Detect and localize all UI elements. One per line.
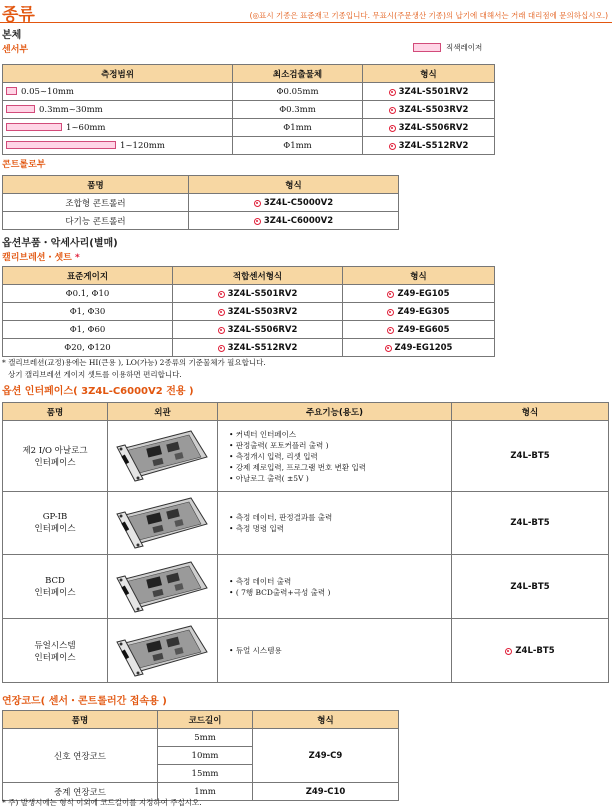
functions-cell: [218, 555, 452, 619]
stock-mark-icon: [218, 309, 225, 316]
length-cell: 1mm: [158, 783, 253, 801]
stock-mark-icon: [387, 291, 394, 298]
range-cell: [3, 119, 233, 137]
function-item: • 커넥터 인터페이스: [229, 429, 448, 440]
relay-cable-name: 중계 연장코드: [3, 783, 158, 801]
min-object-cell: Φ0.3mm: [233, 101, 363, 119]
calib-note-2: 상기 캘리브레션 게이지 셋트를 이용하면 편리합니다.: [8, 370, 182, 379]
function-item: • ( 7행 BCD출력+극성 출력 ): [229, 587, 448, 598]
calib-heading-text: 캘리브레션・셋트: [2, 253, 72, 263]
functions-cell: [218, 492, 452, 555]
title-divider: [0, 22, 612, 23]
sensor-cell: [173, 303, 343, 321]
model-cell: [189, 194, 399, 212]
model-text: Z49-EG1205: [394, 342, 453, 353]
function-item: • 측정 데이터, 판정결과를 출력: [229, 512, 448, 523]
min-object-cell: Φ1mm: [233, 137, 363, 155]
model-text: 3Z4L-C5000V2: [263, 197, 334, 208]
interface-board-image: [113, 558, 213, 616]
name-line-1: 듀얼시스템: [34, 640, 76, 651]
range-bar: [6, 87, 17, 95]
header-model: 형식: [363, 65, 495, 83]
laser-legend-label: 직색레이저: [446, 43, 483, 52]
signal-cable-model: [253, 729, 399, 783]
header-range: 측정범위: [3, 65, 233, 83]
gauge-cell: Φ1, Φ60: [3, 321, 173, 339]
function-list: [221, 645, 448, 656]
range-cell: [3, 101, 233, 119]
model-text: Z49-C9: [308, 750, 343, 761]
sensor-heading: 센서부: [2, 45, 29, 55]
stock-mark-icon: [218, 327, 225, 334]
sensor-text: 3Z4L-S512RV2: [227, 342, 298, 353]
function-list: [221, 429, 448, 484]
interface-heading: 옵션 인터페이스( 3Z4L-C6000V2 전용 ): [2, 386, 194, 397]
model-text: Z4L-BT5: [510, 451, 550, 461]
stock-mark-icon: [254, 218, 261, 225]
name-cell: 조합형 콘트롤러: [3, 194, 189, 212]
model-text: Z49-EG305: [397, 306, 450, 317]
controller-heading: 콘트롤로부: [2, 160, 46, 170]
function-item: • 판정출력( 포토커플러 출력 ): [229, 440, 448, 451]
name-cell: [3, 492, 108, 555]
name-line-1: 제2 I/O 아날로그: [22, 446, 88, 456]
model-cell: [452, 619, 609, 683]
stock-mark-icon: [389, 125, 396, 132]
header-sensor: 적합센서형식: [173, 267, 343, 285]
header-model: 형식: [343, 267, 495, 285]
main-body-heading: 본체: [2, 30, 22, 41]
stock-mark-icon: [387, 327, 394, 334]
model-text: 3Z4L-S512RV2: [398, 140, 469, 151]
name-line-2: 인터페이스: [34, 524, 76, 534]
sensor-cell: [173, 285, 343, 303]
stock-mark-icon: [389, 107, 396, 114]
stock-mark-icon: [218, 345, 225, 352]
model-cell: [452, 555, 609, 619]
table-row: [3, 285, 495, 303]
table-row: [3, 421, 609, 492]
table-row: [3, 555, 609, 619]
cable-footnote: * 주) 발생시에는 형식 이외에 코드길이를 지정하여 주십시오.: [2, 798, 202, 807]
stock-mark-icon: [387, 309, 394, 316]
range-text: 1~60mm: [66, 122, 106, 133]
model-cell: [189, 212, 399, 230]
appearance-cell: [108, 555, 218, 619]
header-min-object: 최소검출물체: [233, 65, 363, 83]
name-cell: 다기능 콘트롤러: [3, 212, 189, 230]
model-text: Z49-C10: [305, 786, 346, 797]
min-object-cell: Φ1mm: [233, 119, 363, 137]
header-name: 품명: [3, 711, 158, 729]
interface-board-image: [113, 494, 213, 552]
stock-mark-icon: [505, 648, 512, 655]
model-cell: [452, 492, 609, 555]
function-item: • 강제 제로입력, 프로그램 번호 변환 입력: [229, 462, 448, 473]
model-text: Z4L-BT5: [510, 518, 550, 528]
table-row: [3, 619, 609, 683]
header-gauge: 표준게이지: [3, 267, 173, 285]
calib-heading: [2, 250, 80, 263]
table-row: [3, 303, 495, 321]
model-cell: [452, 421, 609, 492]
appearance-cell: [108, 421, 218, 492]
sensor-text: 3Z4L-S503RV2: [227, 306, 298, 317]
stock-note: (◎표시 기종은 표준재고 기종입니다. 무표시(주문생산 기종)의 납기에 대해서는 거래 대리점에 문의하십시오.): [249, 11, 608, 20]
model-cell: [343, 339, 495, 357]
range-cell: [3, 137, 233, 155]
sensor-cell: [173, 339, 343, 357]
header-appearance: 외관: [108, 403, 218, 421]
range-text: 0.05~10mm: [21, 86, 74, 97]
model-text: 3Z4L-C6000V2: [263, 215, 334, 226]
header-functions: 주요기능(용도): [218, 403, 452, 421]
table-row: [3, 83, 495, 101]
model-cell: [363, 119, 495, 137]
header-name: 품명: [3, 176, 189, 194]
length-cell: 15mm: [158, 765, 253, 783]
model-text: Z49-EG105: [397, 288, 450, 299]
table-row: [3, 137, 495, 155]
stock-mark-icon: [389, 143, 396, 150]
signal-cable-name: 신호 연장코드: [3, 729, 158, 783]
range-bar: [6, 105, 35, 113]
function-item: • 측정 데이터 출력: [229, 576, 448, 587]
range-bar: [6, 123, 62, 131]
table-row: [3, 339, 495, 357]
stock-mark-icon: [218, 291, 225, 298]
header-name: 품명: [3, 403, 108, 421]
table-row: [3, 321, 495, 339]
calibration-table: [2, 266, 495, 357]
name-line-1: BCD: [45, 575, 65, 586]
function-item: • 측정 명령 입력: [229, 523, 448, 534]
cable-table: [2, 710, 399, 801]
calib-note-1: * 캘리브레션(교정)용에는 HI(큰용 ), LO(가능) 2종류의 기준물체가 필요합니다.: [2, 358, 266, 367]
range-text: 0.3mm~30mm: [39, 104, 103, 115]
function-item: • 듀얼 시스템용: [229, 645, 448, 656]
page-title: 종류: [2, 5, 35, 25]
table-row: [3, 212, 399, 230]
table-row: [3, 492, 609, 555]
model-cell: [363, 101, 495, 119]
stock-mark-icon: [254, 200, 261, 207]
calib-asterisk: *: [75, 253, 80, 263]
header-model: 형식: [253, 711, 399, 729]
range-bar: [6, 141, 116, 149]
name-cell: [3, 619, 108, 683]
functions-cell: [218, 421, 452, 492]
header-model: 형식: [452, 403, 609, 421]
model-cell: [363, 83, 495, 101]
gauge-cell: Φ1, Φ30: [3, 303, 173, 321]
stock-mark-icon: [389, 89, 396, 96]
gauge-cell: Φ20, Φ120: [3, 339, 173, 357]
interface-board-image: [113, 427, 213, 485]
table-row: [3, 119, 495, 137]
table-row: [3, 729, 399, 747]
name-cell: [3, 555, 108, 619]
sensor-text: 3Z4L-S506RV2: [227, 324, 298, 335]
model-text: Z4L-BT5: [515, 645, 555, 656]
gauge-cell: Φ0.1, Φ10: [3, 285, 173, 303]
header-length: 코드길이: [158, 711, 253, 729]
appearance-cell: [108, 492, 218, 555]
options-heading: 옵션부품・악세사리(별매): [2, 238, 118, 249]
model-cell: [343, 303, 495, 321]
model-text: Z4L-BT5: [510, 581, 550, 592]
model-cell: [343, 321, 495, 339]
sensor-table: [2, 64, 495, 155]
functions-cell: [218, 619, 452, 683]
range-cell: [3, 83, 233, 101]
model-text: Z49-EG605: [397, 324, 450, 335]
table-row: [3, 194, 399, 212]
min-object-cell: Φ0.05mm: [233, 83, 363, 101]
range-text: 1~120mm: [120, 140, 165, 151]
controller-table: [2, 175, 399, 230]
sensor-cell: [173, 321, 343, 339]
name-line-2: 인터페이스: [34, 652, 76, 663]
model-cell: [363, 137, 495, 155]
interface-table: [2, 402, 609, 683]
model-text: 3Z4L-S503RV2: [398, 104, 469, 115]
cable-heading: 연장코드( 센서・콘트롤러간 접속용 ): [2, 696, 167, 707]
model-text: 3Z4L-S506RV2: [398, 122, 469, 133]
name-cell: [3, 421, 108, 492]
name-line-1: GP-IB: [42, 512, 68, 522]
interface-board-image: [113, 622, 213, 680]
function-list: [221, 576, 448, 598]
model-text: 3Z4L-S501RV2: [398, 86, 469, 97]
function-list: [221, 512, 448, 534]
length-cell: 5mm: [158, 729, 253, 747]
name-line-2: 인터페이스: [34, 587, 76, 598]
stock-mark-icon: [385, 345, 392, 352]
relay-cable-model: [253, 783, 399, 801]
sensor-text: 3Z4L-S501RV2: [227, 288, 298, 299]
table-row: [3, 101, 495, 119]
model-cell: [343, 285, 495, 303]
function-item: • 아날로그 출력( ±5V ): [229, 473, 448, 484]
laser-legend-swatch: [413, 43, 441, 52]
name-line-2: 인터페이스: [34, 458, 76, 468]
header-model: 형식: [189, 176, 399, 194]
appearance-cell: [108, 619, 218, 683]
function-item: • 측정개시 입력, 리셋 입력: [229, 451, 448, 462]
length-cell: 10mm: [158, 747, 253, 765]
